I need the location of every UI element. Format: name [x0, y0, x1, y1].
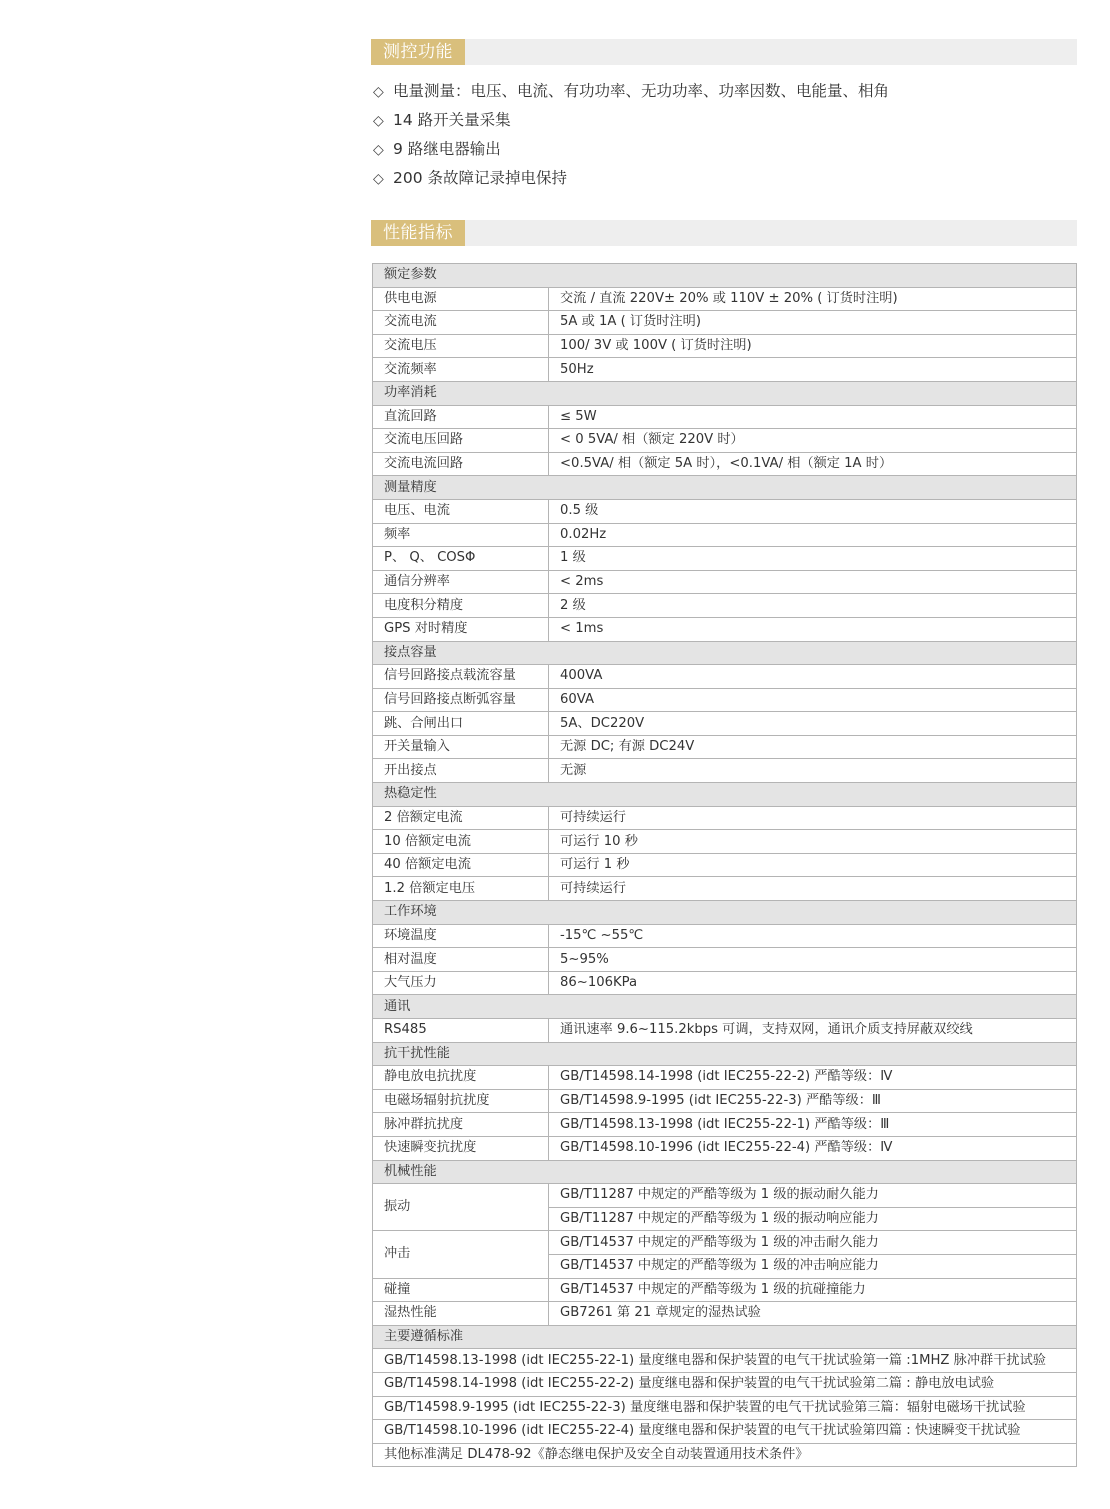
- category-row: [373, 783, 1077, 807]
- param-name: 快速瞬变抗扰度: [373, 1136, 549, 1160]
- param-name: 40 倍额定电流: [373, 853, 549, 877]
- list-item: [373, 135, 889, 164]
- param-name: 电压、电流: [373, 499, 549, 523]
- table-row: [373, 1019, 1077, 1043]
- category-row: [373, 476, 1077, 500]
- param-name: 碰撞: [373, 1278, 549, 1302]
- param-name: 交流电流回路: [373, 452, 549, 476]
- table-row: [373, 948, 1077, 972]
- category-row: [373, 1325, 1077, 1349]
- param-name: 10 倍额定电流: [373, 830, 549, 854]
- feature-list: [373, 77, 889, 193]
- param-name: 交流电压: [373, 334, 549, 358]
- param-value: 无源: [549, 759, 1077, 783]
- standard-item: GB/T14598.13-1998 (idt IEC255-22-1) 量度继电器和保护装置的电气干扰试验第一篇 :1MHZ 脉冲群干扰试验: [373, 1349, 1077, 1373]
- diamond-bullet-icon: ◇: [373, 113, 384, 129]
- table-row: [373, 311, 1077, 335]
- table-row: [373, 924, 1077, 948]
- category-title: 抗干扰性能: [373, 1042, 1077, 1066]
- diamond-bullet-icon: ◇: [373, 142, 384, 158]
- param-value: -15℃ ~55℃: [549, 924, 1077, 948]
- table-row: [373, 1302, 1077, 1326]
- category-row: [373, 641, 1077, 665]
- section-header-specs: [371, 220, 1077, 246]
- table-row: [373, 405, 1077, 429]
- param-value: GB/T14598.10-1996 (idt IEC255-22-4) 严酷等级：Ⅳ: [549, 1136, 1077, 1160]
- diamond-bullet-icon: ◇: [373, 84, 384, 100]
- param-name: 直流回路: [373, 405, 549, 429]
- category-title: 功率消耗: [373, 381, 1077, 405]
- param-value: ≤ 5W: [549, 405, 1077, 429]
- table-row: [373, 1136, 1077, 1160]
- feature-text: 9 路继电器输出: [393, 140, 501, 158]
- section-title: 测控功能: [371, 39, 465, 65]
- table-row: [373, 358, 1077, 382]
- category-title: 接点容量: [373, 641, 1077, 665]
- param-value: GB/T14598.13-1998 (idt IEC255-22-1) 严酷等级：Ⅲ: [549, 1113, 1077, 1137]
- table-row: [373, 1113, 1077, 1137]
- section-header-functions: [371, 39, 1077, 65]
- param-name: 电度积分精度: [373, 594, 549, 618]
- category-row: [373, 1160, 1077, 1184]
- param-value: GB/T11287 中规定的严酷等级为 1 级的振动耐久能力: [549, 1184, 1077, 1208]
- table-row: [373, 759, 1077, 783]
- spec-table: [372, 263, 1077, 1467]
- param-name: 电磁场辐射抗扰度: [373, 1089, 549, 1113]
- table-row: [373, 1231, 1077, 1255]
- list-item: [373, 106, 889, 135]
- param-value: 交流 / 直流 220V± 20% 或 110V ± 20% ( 订货时注明): [549, 287, 1077, 311]
- param-name: 冲击: [373, 1231, 549, 1278]
- param-value: 1 级: [549, 547, 1077, 571]
- table-row: [373, 523, 1077, 547]
- param-value: GB/T14598.9-1995 (idt IEC255-22-3) 严酷等级：Ⅲ: [549, 1089, 1077, 1113]
- table-row: [373, 688, 1077, 712]
- param-name: 通信分辨率: [373, 570, 549, 594]
- category-row: [373, 381, 1077, 405]
- table-row: [373, 452, 1077, 476]
- param-name: 环境温度: [373, 924, 549, 948]
- category-title: 测量精度: [373, 476, 1077, 500]
- param-value: 2 级: [549, 594, 1077, 618]
- diamond-bullet-icon: ◇: [373, 171, 384, 187]
- table-row: [373, 1349, 1077, 1373]
- table-row: [373, 1089, 1077, 1113]
- category-title: 通讯: [373, 995, 1077, 1019]
- category-title: 热稳定性: [373, 783, 1077, 807]
- table-row: [373, 1278, 1077, 1302]
- table-row: [373, 1184, 1077, 1208]
- param-name: P、 Q、 COSΦ: [373, 547, 549, 571]
- param-value: 0.02Hz: [549, 523, 1077, 547]
- table-row: [373, 853, 1077, 877]
- param-name: 交流电压回路: [373, 429, 549, 453]
- feature-text: 电量测量：电压、电流、有功功率、无功功率、功率因数、电能量、相角: [393, 82, 890, 100]
- param-name: 信号回路接点断弧容量: [373, 688, 549, 712]
- param-value: 100/ 3V 或 100V ( 订货时注明): [549, 334, 1077, 358]
- param-name: 交流频率: [373, 358, 549, 382]
- param-name: 脉冲群抗扰度: [373, 1113, 549, 1137]
- section-title: 性能指标: [371, 220, 465, 246]
- category-row: [373, 995, 1077, 1019]
- table-row: [373, 735, 1077, 759]
- table-row: [373, 877, 1077, 901]
- param-value: GB/T14537 中规定的严酷等级为 1 级的冲击响应能力: [549, 1254, 1077, 1278]
- table-row: [373, 617, 1077, 641]
- table-row: [373, 665, 1077, 689]
- category-row: [373, 1042, 1077, 1066]
- param-name: 跳、合闸出口: [373, 712, 549, 736]
- param-value: 50Hz: [549, 358, 1077, 382]
- category-title: 主要遵循标准: [373, 1325, 1077, 1349]
- param-name: 信号回路接点载流容量: [373, 665, 549, 689]
- table-row: [373, 971, 1077, 995]
- param-name: 相对温度: [373, 948, 549, 972]
- table-row: [373, 334, 1077, 358]
- param-name: 静电放电抗扰度: [373, 1066, 549, 1090]
- table-row: [373, 712, 1077, 736]
- param-name: RS485: [373, 1019, 549, 1043]
- table-row: [373, 594, 1077, 618]
- param-name: 交流电流: [373, 311, 549, 335]
- table-row: [373, 429, 1077, 453]
- param-value: 0.5 级: [549, 499, 1077, 523]
- table-row: [373, 1396, 1077, 1420]
- param-name: 开出接点: [373, 759, 549, 783]
- param-name: 2 倍额定电流: [373, 806, 549, 830]
- standard-item: 其他标准满足 DL478-92《静态继电保护及安全自动装置通用技术条件》: [373, 1443, 1077, 1467]
- table-row: [373, 806, 1077, 830]
- category-title: 额定参数: [373, 264, 1077, 288]
- param-name: 供电电源: [373, 287, 549, 311]
- param-value: < 0 5VA/ 相（额定 220V 时）: [549, 429, 1077, 453]
- table-row: [373, 287, 1077, 311]
- category-title: 工作环境: [373, 901, 1077, 925]
- standard-item: GB/T14598.10-1996 (idt IEC255-22-4) 量度继电器和保护装置的电气干扰试验第四篇 : 快速瞬变干扰试验: [373, 1420, 1077, 1444]
- table-row: [373, 1420, 1077, 1444]
- feature-text: 14 路开关量采集: [393, 111, 511, 129]
- category-row: [373, 264, 1077, 288]
- param-name: 1.2 倍额定电压: [373, 877, 549, 901]
- param-value: 400VA: [549, 665, 1077, 689]
- param-value: GB/T14537 中规定的严酷等级为 1 级的抗碰撞能力: [549, 1278, 1077, 1302]
- param-value: 可运行 10 秒: [549, 830, 1077, 854]
- table-row: [373, 1066, 1077, 1090]
- list-item: [373, 164, 889, 193]
- param-value: 可持续运行: [549, 806, 1077, 830]
- param-value: 86~106KPa: [549, 971, 1077, 995]
- list-item: [373, 77, 889, 106]
- table-row: [373, 830, 1077, 854]
- param-value: 5A 或 1A ( 订货时注明): [549, 311, 1077, 335]
- standard-item: GB/T14598.14-1998 (idt IEC255-22-2) 量度继电器和保护装置的电气干扰试验第二篇 : 静电放电试验: [373, 1372, 1077, 1396]
- table-row: [373, 570, 1077, 594]
- param-name: GPS 对时精度: [373, 617, 549, 641]
- param-value: GB/T11287 中规定的严酷等级为 1 级的振动响应能力: [549, 1207, 1077, 1231]
- param-value: 可持续运行: [549, 877, 1077, 901]
- table-row: [373, 499, 1077, 523]
- table-row: [373, 1372, 1077, 1396]
- param-value: 60VA: [549, 688, 1077, 712]
- param-value: GB/T14598.14-1998 (idt IEC255-22-2) 严酷等级：Ⅳ: [549, 1066, 1077, 1090]
- param-value: < 2ms: [549, 570, 1077, 594]
- table-row: [373, 1443, 1077, 1467]
- param-name: 大气压力: [373, 971, 549, 995]
- param-value: 无源 DC; 有源 DC24V: [549, 735, 1077, 759]
- table-row: [373, 547, 1077, 571]
- param-value: GB7261 第 21 章规定的湿热试验: [549, 1302, 1077, 1326]
- param-name: 频率: [373, 523, 549, 547]
- param-name: 开关量输入: [373, 735, 549, 759]
- feature-text: 200 条故障记录掉电保持: [393, 169, 568, 187]
- param-name: 振动: [373, 1184, 549, 1231]
- category-title: 机械性能: [373, 1160, 1077, 1184]
- param-value: <0.5VA/ 相（额定 5A 时），<0.1VA/ 相（额定 1A 时）: [549, 452, 1077, 476]
- param-value: 通讯速率 9.6~115.2kbps 可调，支持双网，通讯介质支持屏蔽双绞线: [549, 1019, 1077, 1043]
- param-value: 5~95%: [549, 948, 1077, 972]
- param-value: GB/T14537 中规定的严酷等级为 1 级的冲击耐久能力: [549, 1231, 1077, 1255]
- category-row: [373, 901, 1077, 925]
- standard-item: GB/T14598.9-1995 (idt IEC255-22-3) 量度继电器和保护装置的电气干扰试验第三篇：辐射电磁场干扰试验: [373, 1396, 1077, 1420]
- param-name: 湿热性能: [373, 1302, 549, 1326]
- param-value: 5A、DC220V: [549, 712, 1077, 736]
- param-value: 可运行 1 秒: [549, 853, 1077, 877]
- param-value: < 1ms: [549, 617, 1077, 641]
